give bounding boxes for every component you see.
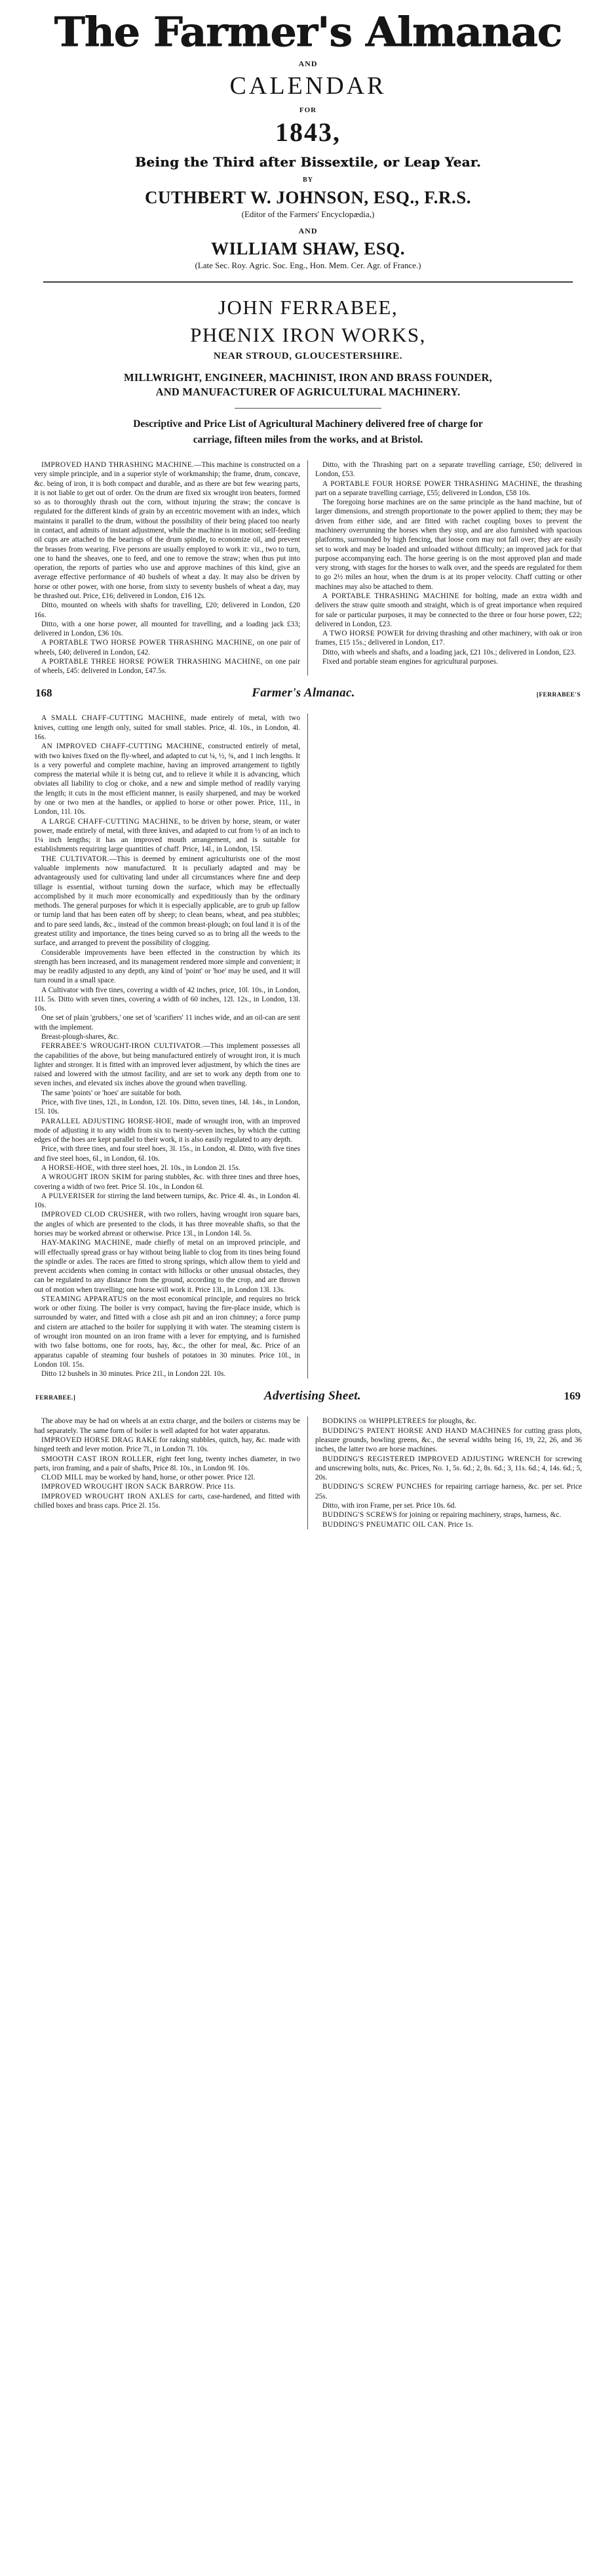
year-heading: 1843,	[275, 117, 341, 147]
entry-heading: A TWO HORSE POWER	[322, 630, 404, 638]
entry-body: Ditto, mounted on wheels with shafts for travelling, £20; delivered in London, £20 16s.	[34, 601, 300, 619]
price-list-entry	[34, 1492, 300, 1511]
entry-heading: STEAMING APPARATUS	[41, 1295, 128, 1303]
entry-body: for bolting, made an extra width and delivers the straw quite smooth and straight, which is of great importance when required for sale or particular purposes, it may be connected to the three or four horse power, £22; delivered in London, £23.	[315, 592, 582, 628]
price-list-entry	[34, 742, 300, 816]
price-list-entry	[315, 629, 582, 648]
running-side-169: FERRABEE.]	[35, 1395, 76, 1402]
advertiser-trades-line-1: MILLWRIGHT, ENGINEER, MACHINIST, IRON AND BRASS FOUNDER,	[124, 371, 492, 384]
page-169-continuation-columns	[0, 1410, 616, 1529]
entry-body: Price 1s.	[446, 1520, 474, 1529]
price-list-entry	[315, 1520, 582, 1529]
entry-body: may be worked by hand, horse, or other power. Price 12l.	[83, 1474, 256, 1482]
page-number-168: 168	[35, 687, 52, 700]
entry-heading: A PORTABLE THRASHING MACHINE	[322, 592, 459, 600]
bissextile-line: Being the Third after Bissextile, or Leap Year.	[135, 154, 481, 170]
price-list-entry	[315, 648, 582, 657]
entry-body: for carts, case-hardened, and fitted with chilled boxes and brass caps. Price 2l. 15s.	[34, 1492, 300, 1510]
price-list-entry	[34, 1032, 300, 1041]
entry-body: The same 'points' or 'hoes' are suitable for both.	[41, 1089, 182, 1097]
entry-heading: BUDDING'S SCREW PUNCHES	[322, 1483, 432, 1491]
entry-heading: A PORTABLE TWO HORSE POWER THRASHING MACHINE,	[41, 639, 255, 647]
entry-heading: AN IMPROVED CHAFF-CUTTING MACHINE,	[41, 742, 205, 751]
entry-body: for ploughs, &c.	[426, 1417, 477, 1426]
price-list-entry	[315, 479, 582, 498]
author-name-2: WILLIAM SHAW, ESQ.	[210, 239, 406, 258]
running-side-168: [FERRABEE'S	[536, 692, 581, 699]
divider-rule-short	[235, 408, 381, 409]
price-list-entry	[315, 1482, 582, 1501]
entry-body: Price, with three tines, and four steel hoes, 3l. 15s., in London, 4l. Ditto, with five tines and five steel hoes, 6l., in London, 6l. 10s.	[34, 1145, 300, 1163]
entry-body: for driving thrashing and other machinery, with oak or iron frames, £15 15s.; delivered in London, £17.	[315, 630, 582, 647]
price-list-entry	[34, 714, 300, 742]
price-list-entry	[34, 817, 300, 855]
entry-body: on one pair of wheels, £45: delivered in London, £47.5s.	[34, 657, 300, 675]
price-list-entry	[34, 1455, 300, 1474]
entry-heading: BUDDING'S PNEUMATIC OIL CAN.	[322, 1520, 446, 1529]
price-list-entry	[34, 1173, 300, 1192]
entry-body: made of wrought iron, with an improved mode of adjusting it to any width from six to twenty-seven inches, by which the cutting edges of the hoes are kept parallel to their work, it is also easily regulated to any depth.	[34, 1117, 300, 1144]
entry-body: to be driven by horse, steam, or water power, made entirely of metal, with three knives, and adapted to cut from ½ of an inch to 1¼ inch lengths; it has an improved mouth arrangement, and is suitable for establishments requiring large quantities of chaff. Price, 14l., in London, 15l.	[34, 817, 300, 854]
page-168-columns	[0, 454, 616, 675]
page-168-left-column	[34, 460, 308, 675]
price-list-entry	[34, 1098, 300, 1117]
calendar-heading: CALENDAR	[229, 72, 387, 100]
price-list-entry	[34, 986, 300, 1014]
price-list-entry	[34, 1436, 300, 1455]
entry-body: made chiefly of metal on an improved principle, and will effectually spread grass or hay without being liable to clog from its tines being found the spindle or axles. The races are fitted to strong springs, which allow them to yield and prevent accidents when coming in contact with hillocks or other unusual obstacles, they can be regulated to any distance from the ground, according to the crop, and are thrown out of motion when travelling; one horse will work it. Price 13l., in London 13l. 13s.	[34, 1239, 300, 1294]
page-169-continued-left-column	[34, 1417, 308, 1529]
running-title-169: Advertising Sheet.	[264, 1389, 361, 1403]
entry-body: for stirring the land between turnips, &c. Price 4l. 4s., in London 4l. 10s.	[34, 1192, 301, 1210]
price-list-entry	[34, 1144, 300, 1163]
price-list-entry	[34, 948, 300, 986]
author-credential-2: (Late Sec. Roy. Agric. Soc. Eng., Hon. Mem. Cer. Agr. of France.)	[195, 260, 421, 270]
entry-body: Ditto, with the Thrashing part on a separate travelling carriage, £50; delivered in London, £53.	[315, 461, 582, 479]
price-list-entry	[34, 657, 300, 676]
for-label: FOR	[299, 106, 317, 114]
author-name-1: CUTHBERT W. JOHNSON, ESQ., F.R.S.	[145, 188, 471, 207]
entry-heading: SMOOTH CAST IRON ROLLER,	[41, 1455, 154, 1463]
price-list-entry	[34, 1163, 300, 1173]
price-list-entry	[34, 460, 300, 601]
running-title-168: Farmer's Almanac.	[252, 686, 355, 700]
entry-heading: IMPROVED WROUGHT IRON AXLES	[41, 1492, 174, 1500]
price-list-entry	[34, 1013, 300, 1032]
entry-body: with two rollers, having wrought iron square bars, the angles of which are presented to the clods, it has three moveable shafts, so that the horses may be worked abreast or otherwise. Price 13l., in London 14l. 5s.	[34, 1211, 300, 1238]
entry-body: on one pair of wheels, £40; delivered in London, £42.	[34, 639, 300, 656]
and-label-2: AND	[298, 226, 318, 235]
price-list-entry	[34, 638, 300, 657]
entry-heading: HAY-MAKING MACHINE,	[41, 1239, 133, 1247]
entry-body: constructed entirely of metal, with two knives fixed on the fly-wheel, and adapted to cut ¼, ½, ¾, and 1 inch lengths. It is a very powerful and complete machine, having an improved arrangement to tightly compress the material while it is being cut, and to relieve it while it is advancing, which obviates all liability to clog or choke, and a new and simple method of readily varying the length; it cuts in the most efficient manner, is easily sharpened, and may be worked by one or two men at the handles, or applied to horse or other power. Price, 11l., in London, 11l. 10s.	[34, 742, 300, 816]
entry-heading: IMPROVED HAND THRASHING MACHINE.	[41, 461, 195, 469]
entry-heading: PARALLEL ADJUSTING HORSE-HOE,	[41, 1117, 174, 1125]
advertiser-heading	[0, 296, 616, 446]
page-169-continued-right-column	[308, 1417, 582, 1529]
entry-body: for screwing and unscrewing bolts, nuts, &c. Prices, No. 1, 5s. 6d.; 2, 8s. 6d.; 3, 11s. 6d.; 4, 14s. 6d.; 5, 20s.	[315, 1455, 583, 1482]
entry-body: Considerable improvements have been effected in the construction by which its strength has been increased, and its management rendered more simple and convenient; it may be readily adjusted to any depth, any kind of 'point' or 'hoe' may be used, and it will turn round in a small space.	[34, 948, 300, 985]
entry-body: eight feet long, twenty inches diameter, in two parts, iron framing, and a pair of shafts, Price 8l. 10s., in London 9l. 10s.	[34, 1455, 300, 1472]
advertiser-works: PHŒNIX IRON WORKS,	[190, 323, 426, 346]
advertiser-location: NEAR STROUD, GLOUCESTERSHIRE.	[213, 351, 403, 361]
price-list-entry	[315, 1455, 582, 1483]
price-list-entry	[315, 460, 582, 479]
price-list-entry	[34, 1192, 300, 1211]
page-169-right-column	[308, 714, 582, 1379]
price-list-entry	[315, 592, 582, 629]
price-list-entry	[34, 1210, 300, 1238]
page-169-columns	[0, 707, 616, 1379]
price-list-entry	[34, 1041, 300, 1088]
entry-body: Ditto, with iron Frame, per set. Price 10s. 6d.	[322, 1501, 457, 1510]
entry-heading: A WROUGHT IRON SKIM	[41, 1173, 132, 1182]
by-label: BY	[303, 176, 313, 184]
page-169-left-column	[34, 714, 308, 1379]
entry-heading: A PULVERISER	[41, 1192, 96, 1200]
entry-heading: A HORSE-HOE,	[41, 1163, 95, 1172]
divider-rule-top	[43, 281, 573, 283]
price-list-entry	[315, 657, 582, 666]
price-list-entry	[34, 1238, 300, 1295]
entry-body: The above may be had on wheels at an extra charge, and the boilers or cisterns may be had separately. The same form of boiler is well adapted for hot water apparatus.	[34, 1417, 300, 1435]
price-list-entry	[34, 1417, 300, 1436]
entry-heading: A SMALL CHAFF-CUTTING MACHINE,	[41, 714, 187, 723]
entry-heading: BUDDING'S PATENT HORSE AND HAND MACHINES	[322, 1426, 511, 1435]
price-list-entry	[315, 1426, 582, 1455]
page-number-169: 169	[564, 1390, 581, 1403]
entry-body: —This machine is constructed on a very simple principle, and in a superior style of workmanship; the frame, drum, concave, &c. being of iron, it is both compact and durable, and as there are but few wearing parts, it is not liable to get out of order. On the drum are fixed six wrought iron beaters, formed so as to thoroughly thrash out the corn, without injuring the straw; the concave is regulated for the different kinds of grain by an eccentric movement with an index, which maintains it parallel to the drum, without the possibility of their being placed too nearly in contact, and admits of instant adjustment, while the machine is in motion; self-feeding oil cups are attached to the bearings of the drum spindle, to economize oil, and prevent the brasses from wearing. Five persons are usually employed to work it: viz., two to turn, one to hand the sheaves, one to feed, and one to remove the straw; when thus put into operation, the reports of parties who use and approve machines of this kind, give an average effective performance of 40 bushels of wheat a day. It may also be driven by horse or other power, with one horse, from sixty to seventy bushels of wheat a day, may be thrashed out. Price, £16; delivered in London, £16 12s.	[34, 461, 300, 600]
price-list-entry	[34, 1482, 300, 1491]
price-list-entry	[34, 620, 300, 639]
entry-body: on the most economical principle, and requires no brick work or other fixing. The boiler is very compact, having the fire-place inside, which is surrounded by water, and fitted with a close ash pit and an iron chimney; a force pump and cistern are attached to the boiler for supplying it with water. The steaming cistern is of wrought iron mounted on an iron frame with a lever for emptying, and is furnished with two false bottoms, one for roots, hay, &c., the other for meal, &c. Price of an apparatus capable of steaming four bushels of potatoes in 30 minutes. Price 10l., in London 10l. 15s.	[34, 1295, 301, 1369]
price-list-entry	[315, 1510, 582, 1519]
entry-body: for raking stubbles, quitch, hay, &c. made with hinged teeth and lever motion. Price 7l., in London 7l. 10s.	[34, 1436, 300, 1454]
entry-heading: FERRABEE'S WROUGHT-IRON CULTIVATOR.	[41, 1042, 203, 1051]
entry-body: for joining or repairing machinery, straps, harness, &c.	[397, 1511, 562, 1519]
entry-body: Breast-plough-shares, &c.	[41, 1033, 119, 1041]
entry-body: Price 11s.	[204, 1483, 235, 1491]
entry-body: —This is deemed by eminent agriculturists one of the most valuable implements now manufactured. It is peculiarly adapted and may be advantageously used for cultivating land under all circumstances where fine and deep tillage is essential, without turning down the surface, which may be effectually accomplished by it much more economically and expeditiously than by the ordinary methods. The general purposes for which it is especially applicable, are to grub up fallow or turnip land that has been eaten off by sheep; to clean beans, wheat, and pea stubbles; and to pare seed lands, &c., instead of the common breast-plough; on foul land it is of the greatest utility and importance, the tines being curved so as to bring all the weeds to the surface, and arranged to prevent the possibility of clogging.	[34, 855, 301, 948]
running-foot-169	[0, 1379, 616, 1410]
price-list-entry	[34, 1089, 300, 1098]
entry-heading: A LARGE CHAFF-CUTTING MACHINE,	[41, 817, 181, 826]
entry-body: —This implement possesses all the capabilities of the above, but being manufactured entirely of wrought iron, it is much lighter and stronger. It is fitted with an improved lever adjustment, by which the tines are raised and lowered with the utmost facility, and are set to work any depth from one to seven inches, and elevated six inches above the ground when travelling.	[34, 1042, 300, 1088]
price-list-entry	[34, 1369, 300, 1379]
price-list-entry	[34, 855, 300, 948]
entry-heading: IMPROVED CLOD CRUSHER,	[41, 1211, 146, 1219]
entry-body: made entirely of metal, with two knives, cutting one length only, suited for small stables. Price, 4l. 10s., in London, 4l. 16s.	[34, 714, 300, 742]
entry-heading: A PORTABLE THREE HORSE POWER THRASHING MACHINE,	[41, 657, 263, 666]
entry-body: One set of plain 'grubbers,' one set of 'scarifiers' 11 inches wide, and an oil-can are sent with the implement.	[34, 1014, 300, 1032]
price-list-entry	[34, 1295, 300, 1369]
entry-body: The foregoing horse machines are on the same principle as the hand machine, but of larger dimensions, and strength proportionate to the power applied to them; they may be driven from either side, and are fitted with rachet coupling boxes to prevent the machinery overrunning the horses when they stop, and are also furnished with spacious platforms, surrounded by high fencing, that loose corn may not fall over; they are easily set to work and may be loaded and unloaded without difficulty; an improved jack for that purpose accompanying each. The horse geering is on the most approved plan and made very strong, with stages for the horses to walk over, and the speeds are regulated for them to go 2½ miles an hour, when the drum is at its proper velocity. Chaff cutting or other machines may also be attached to them.	[315, 498, 582, 591]
price-list-note-line-1: Descriptive and Price List of Agricultural Machinery delivered free of charge for	[133, 418, 483, 430]
entry-heading: THE CULTIVATOR.	[41, 855, 109, 863]
price-list-entry	[34, 1117, 300, 1145]
almanac-title: The Farmer's Almanac	[54, 8, 562, 56]
title-block	[0, 0, 616, 271]
entry-body: Ditto, with a one horse power, all mounted for travelling, and a loading jack £33; delivered in London, £36 10s.	[34, 620, 300, 638]
entry-body: the thrashing part on a separate travelling carriage, £55; delivered in London, £58 10s.	[315, 479, 582, 497]
entry-body: Price, with five tines, 12l., in London, 12l. 10s. Ditto, seven tines, 14l. 14s., in London, 15l. 10s.	[34, 1098, 300, 1116]
price-list-entry	[315, 1417, 582, 1426]
price-list-entry	[34, 601, 300, 620]
price-list-note-line-2: carriage, fifteen miles from the works, and at Bristol.	[193, 433, 423, 445]
entry-heading: IMPROVED HORSE DRAG RAKE	[41, 1436, 157, 1444]
entry-body: Ditto, with wheels and shafts, and a loading jack, £21 10s.; delivered in London, £23.	[322, 648, 576, 656]
entry-body: A Cultivator with five tines, covering a width of 42 inches, price, 10l. 10s., in London, 11l. 5s. Ditto with seven tines, covering a width of 60 inches, 12l. 12s., in London, 13l. 10s.	[34, 986, 300, 1013]
entry-heading: BODKINS or WHIPPLETREES	[322, 1417, 427, 1426]
price-list-entry	[315, 1501, 582, 1510]
entry-body: Ditto 12 bushels in 30 minutes. Price 21l., in London 22l. 10s.	[41, 1370, 226, 1379]
entry-heading: IMPROVED WROUGHT IRON SACK BARROW.	[41, 1483, 204, 1491]
entry-body: Fixed and portable steam engines for agricultural purposes.	[322, 657, 498, 666]
entry-body: for repairing carriage harness, &c. per set. Price 25s.	[315, 1483, 583, 1500]
advertiser-name: JOHN FERRABEE,	[218, 296, 398, 319]
entry-heading: BUDDING'S REGISTERED IMPROVED ADJUSTING WRENCH	[322, 1455, 541, 1463]
entry-heading: CLOD MILL	[41, 1474, 84, 1482]
entry-body: with three steel hoes, 2l. 10s., in London 2l. 15s.	[94, 1163, 241, 1172]
entry-heading: BUDDING'S SCREWS	[322, 1511, 398, 1519]
entry-body: for paring stubbles, &c. with three tines and three hoes, covering a width of two feet. Price 5l. 10s., in London 6l.	[34, 1173, 301, 1191]
author-credential-1: (Editor of the Farmers' Encyclopædia,)	[241, 209, 375, 219]
running-foot-168	[0, 675, 616, 707]
page-168-right-column	[308, 460, 582, 675]
price-list-entry	[34, 1473, 300, 1482]
price-list-entry	[315, 498, 582, 592]
advertiser-trades-line-2: AND MANUFACTURER OF AGRICULTURAL MACHINERY.	[155, 386, 461, 399]
entry-heading: A PORTABLE FOUR HORSE POWER THRASHING MACHINE,	[322, 479, 541, 488]
and-label-1: AND	[298, 59, 318, 68]
entry-body: for cutting grass plots, pleasure grounds, bowling greens, &c., the several widths being 16, 19, 22, 26, and 36 inches, the latter two are horse machines.	[315, 1426, 583, 1454]
